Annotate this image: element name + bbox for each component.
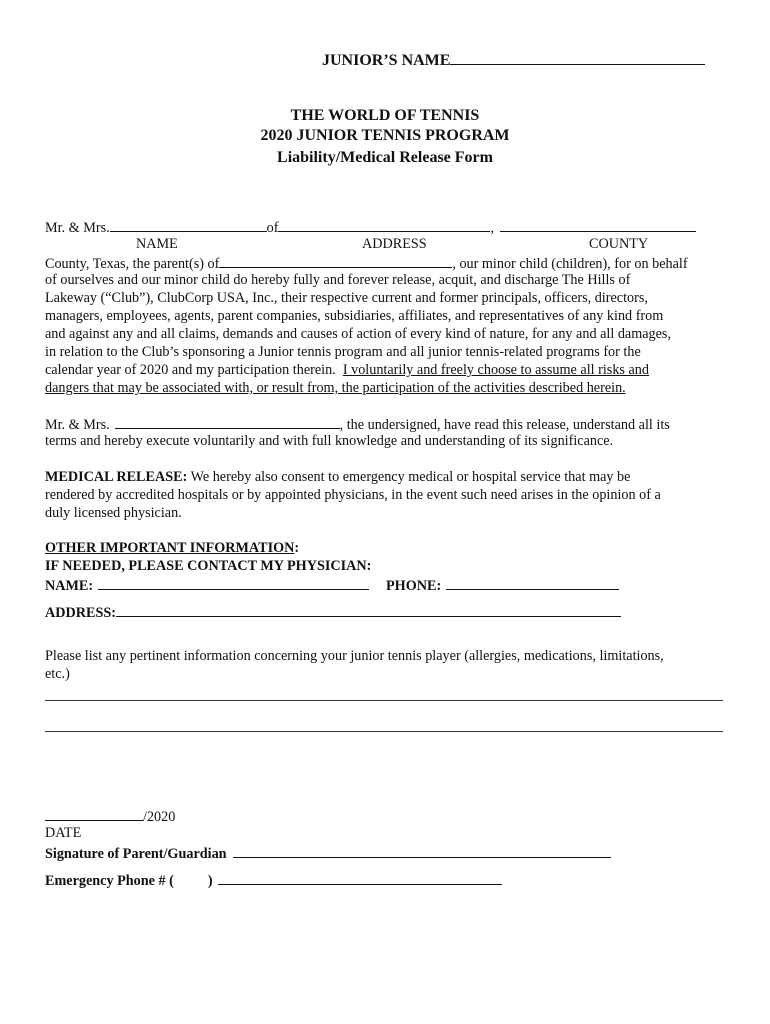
emergency-phone-label: Emergency Phone # ( — [45, 873, 174, 889]
pertinent-info-line-1[interactable] — [45, 700, 723, 701]
parent-name-field[interactable] — [110, 217, 267, 232]
address-caption: ADDRESS — [362, 236, 427, 252]
release-body-line: managers, employees, agents, parent companies, subsidiaries, affiliates, and representatives of any kind from — [45, 308, 664, 324]
emergency-area-code-field[interactable] — [174, 871, 208, 885]
physician-name-field[interactable] — [98, 575, 369, 590]
heading-colon: : — [294, 540, 300, 556]
emergency-phone-row — [45, 870, 502, 890]
pertinent-line1: Please list any pertinent information concerning your junior tennis player (allergies, medications, limitations, — [45, 648, 664, 664]
release-last-plain: calendar year of 2020 and my participation therein. — [45, 362, 336, 378]
contact-physician-line: IF NEEDED, PLEASE CONTACT MY PHYSICIAN: — [45, 558, 372, 574]
date-year: /2020 — [143, 809, 176, 825]
medical-line2: rendered by accredited hospitals or by appointed physicians, in the event such need arises in the opinion of a — [45, 487, 661, 503]
signature-row — [45, 843, 611, 863]
physician-address-field[interactable] — [116, 602, 621, 617]
release-body-line: and against any and all claims, demands and causes of action of every kind of nature, for any and all damages, — [45, 326, 672, 342]
release-assume-risks: I voluntarily and freely choose to assume all risks and — [342, 362, 649, 378]
emergency-phone-field[interactable] — [218, 870, 502, 885]
form-title: Liability/Medical Release Form — [277, 149, 493, 166]
county-line-prefix: County, Texas, the parent(s) of — [45, 256, 220, 272]
physician-address-label: ADDRESS: — [45, 605, 116, 621]
parent-county-field[interactable] — [500, 217, 696, 232]
date-field[interactable] — [45, 806, 143, 821]
date-label: DATE — [45, 825, 82, 841]
physician-name-row — [45, 575, 369, 595]
release-body-line: of ourselves and our minor child do hereby fully and forever release, acquit, and discharge The Hills of — [45, 272, 631, 288]
juniors-name-row — [322, 50, 705, 70]
physician-name-label: NAME: — [45, 578, 94, 594]
program-title: 2020 JUNIOR TENNIS PROGRAM — [260, 127, 510, 144]
date-row — [45, 806, 175, 826]
other-info-heading-row — [45, 539, 299, 557]
pertinent-info-line-2[interactable] — [45, 731, 723, 732]
county-line — [45, 253, 688, 273]
ack-line2: terms and hereby execute voluntarily and with full knowledge and understanding of its significance. — [45, 433, 614, 449]
release-final-line: dangers that may be associated with, or result from, the participation of the activities described herein. — [45, 380, 626, 396]
juniors-name-label: JUNIOR’S NAME — [322, 52, 451, 69]
county-caption: COUNTY — [589, 236, 649, 252]
ack-line1-suffix: , the undersigned, have read this release, understand all its — [339, 417, 670, 433]
signature-label: Signature of Parent/Guardian — [45, 846, 227, 862]
comma: , — [490, 220, 495, 236]
parent-address-field[interactable] — [278, 217, 490, 232]
ack-mr-mrs-label: Mr. & Mrs. — [45, 417, 110, 433]
medical-line1-text: We hereby also consent to emergency medical or hospital service that may be — [187, 469, 631, 485]
release-body-last-line — [45, 361, 649, 379]
physician-phone-field[interactable] — [446, 575, 619, 590]
emergency-close-paren: ) — [207, 873, 213, 889]
physician-address-row — [45, 602, 621, 622]
undersigned-name-field[interactable] — [115, 414, 340, 429]
physician-phone-label: PHONE: — [386, 578, 442, 594]
signature-field[interactable] — [233, 843, 611, 858]
medical-line1 — [45, 468, 630, 486]
pertinent-line2: etc.) — [45, 666, 70, 682]
physician-phone-row — [386, 575, 619, 595]
of-label: of — [266, 220, 279, 236]
org-title: THE WORLD OF TENNIS — [290, 107, 480, 124]
release-body-line: Lakeway (“Club”), ClubCorp USA, Inc., their respective current and former principals, officers, directors, — [45, 290, 648, 306]
other-info-heading: OTHER IMPORTANT INFORMATION — [45, 540, 295, 556]
parent-name-row — [45, 217, 696, 237]
name-caption: NAME — [136, 236, 178, 252]
county-line-suffix: , our minor child (children), for on behalf — [452, 256, 688, 272]
mr-mrs-label: Mr. & Mrs. — [45, 220, 110, 236]
minor-child-field[interactable] — [219, 253, 452, 268]
juniors-name-field[interactable] — [450, 50, 705, 65]
release-body-line: in relation to the Club’s sponsoring a Junior tennis program and all junior tennis-related programs for the — [45, 344, 641, 360]
acknowledgement-line — [45, 414, 670, 434]
medical-release-label: MEDICAL RELEASE: — [45, 469, 188, 485]
medical-line3: duly licensed physician. — [45, 505, 182, 521]
